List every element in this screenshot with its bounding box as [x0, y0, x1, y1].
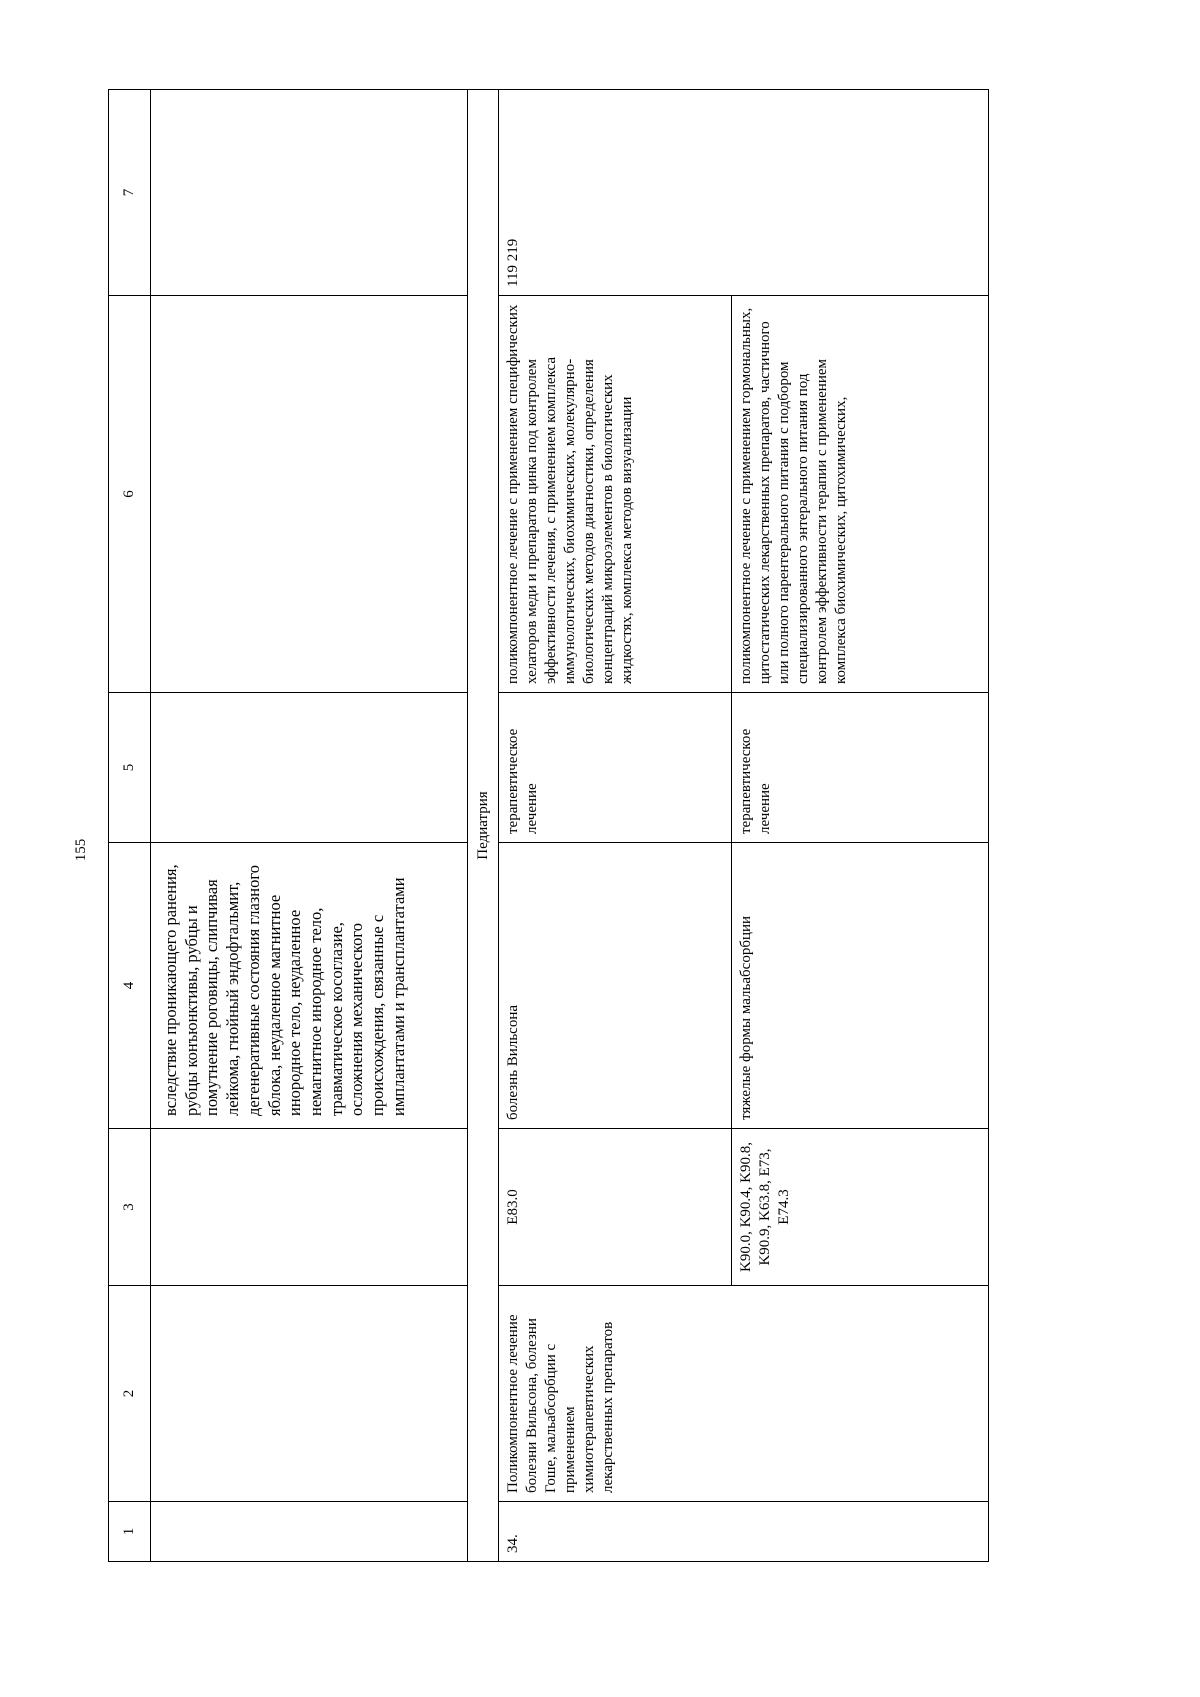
medical-care-table-sheet — [108, 90, 1096, 1562]
column-header-3: 3 — [109, 1129, 151, 1286]
medical-care-table — [108, 89, 989, 1562]
continued-row-col6 — [151, 296, 468, 693]
row-34-price: 119 219 — [499, 90, 989, 296]
row-34-treatment-type-malabsorption: терапевтическое лечение — [732, 693, 989, 843]
continued-row-col7 — [151, 90, 468, 296]
row-34-codes-malabsorption: K90.0, K90.4, K90.8, K90.9, K63.8, E73, E74.3 — [732, 1129, 989, 1286]
column-header-7: 7 — [109, 90, 151, 296]
row-34-treatment-type-wilson: терапевтическое лечение — [499, 693, 732, 843]
column-header-1: 1 — [109, 1502, 151, 1562]
continued-diagnosis-text: вследствие проникающего ранения, рубцы конъюнктивы, рубцы и помутнение роговицы, слипчивая лейкома, гнойный эндофтальмит, дегенеративные состояния глазного яблока, неудаленное магнитное инородное тело, неудаленное немагнитное инородное тело, травматическое косоглазие, осложнения механического происхождения, связанные с имплантатами и трансплантатами — [151, 843, 468, 1129]
section-title: Педиатрия — [468, 90, 499, 1562]
row-34-diagnosis-wilson: болезнь Вильсона — [499, 843, 732, 1129]
row-34-number: 34. — [499, 1502, 989, 1562]
continued-row-col5 — [151, 693, 468, 843]
continued-row — [151, 90, 468, 1562]
continued-row-col3 — [151, 1129, 468, 1286]
column-header-4: 4 — [109, 843, 151, 1129]
row-34-method-wilson: поликомпонентное лечение с применением специфических хелаторов меди и препаратов цинка под контролем эффективности лечения, с применением комплекса иммунологических, биохимических, молекулярно-биологических методов диагностики, определения концентраций микроэлементов в биологических жидкостях, комплекса методов визуализации — [499, 296, 732, 693]
row-34-method-malabsorption: поликомпонентное лечение с применением гормональных, цитостатических лекарственных препаратов, частичного или полного парентерального питания с подбором специализированного энтерального питания под контролем эффективности терапии с применением комплекса биохимических, цитохимических, — [732, 296, 989, 693]
row-34-name: Поликомпонентное лечение болезни Вильсона, болезни Гоше, мальабсорбции с применением химиотерапевтических лекарственных препаратов — [499, 1286, 989, 1502]
row-34-wilson — [499, 90, 732, 1562]
column-header-2: 2 — [109, 1286, 151, 1502]
column-number-header-row — [109, 90, 151, 1562]
column-header-6: 6 — [109, 296, 151, 693]
page-number: 155 — [73, 838, 89, 862]
continued-row-col1 — [151, 1502, 468, 1562]
continued-row-col2 — [151, 1286, 468, 1502]
row-34-diagnosis-malabsorption: тяжелые формы мальабсорбции — [732, 843, 989, 1129]
column-header-5: 5 — [109, 693, 151, 843]
row-34-codes-wilson: E83.0 — [499, 1129, 732, 1286]
section-row — [468, 90, 499, 1562]
